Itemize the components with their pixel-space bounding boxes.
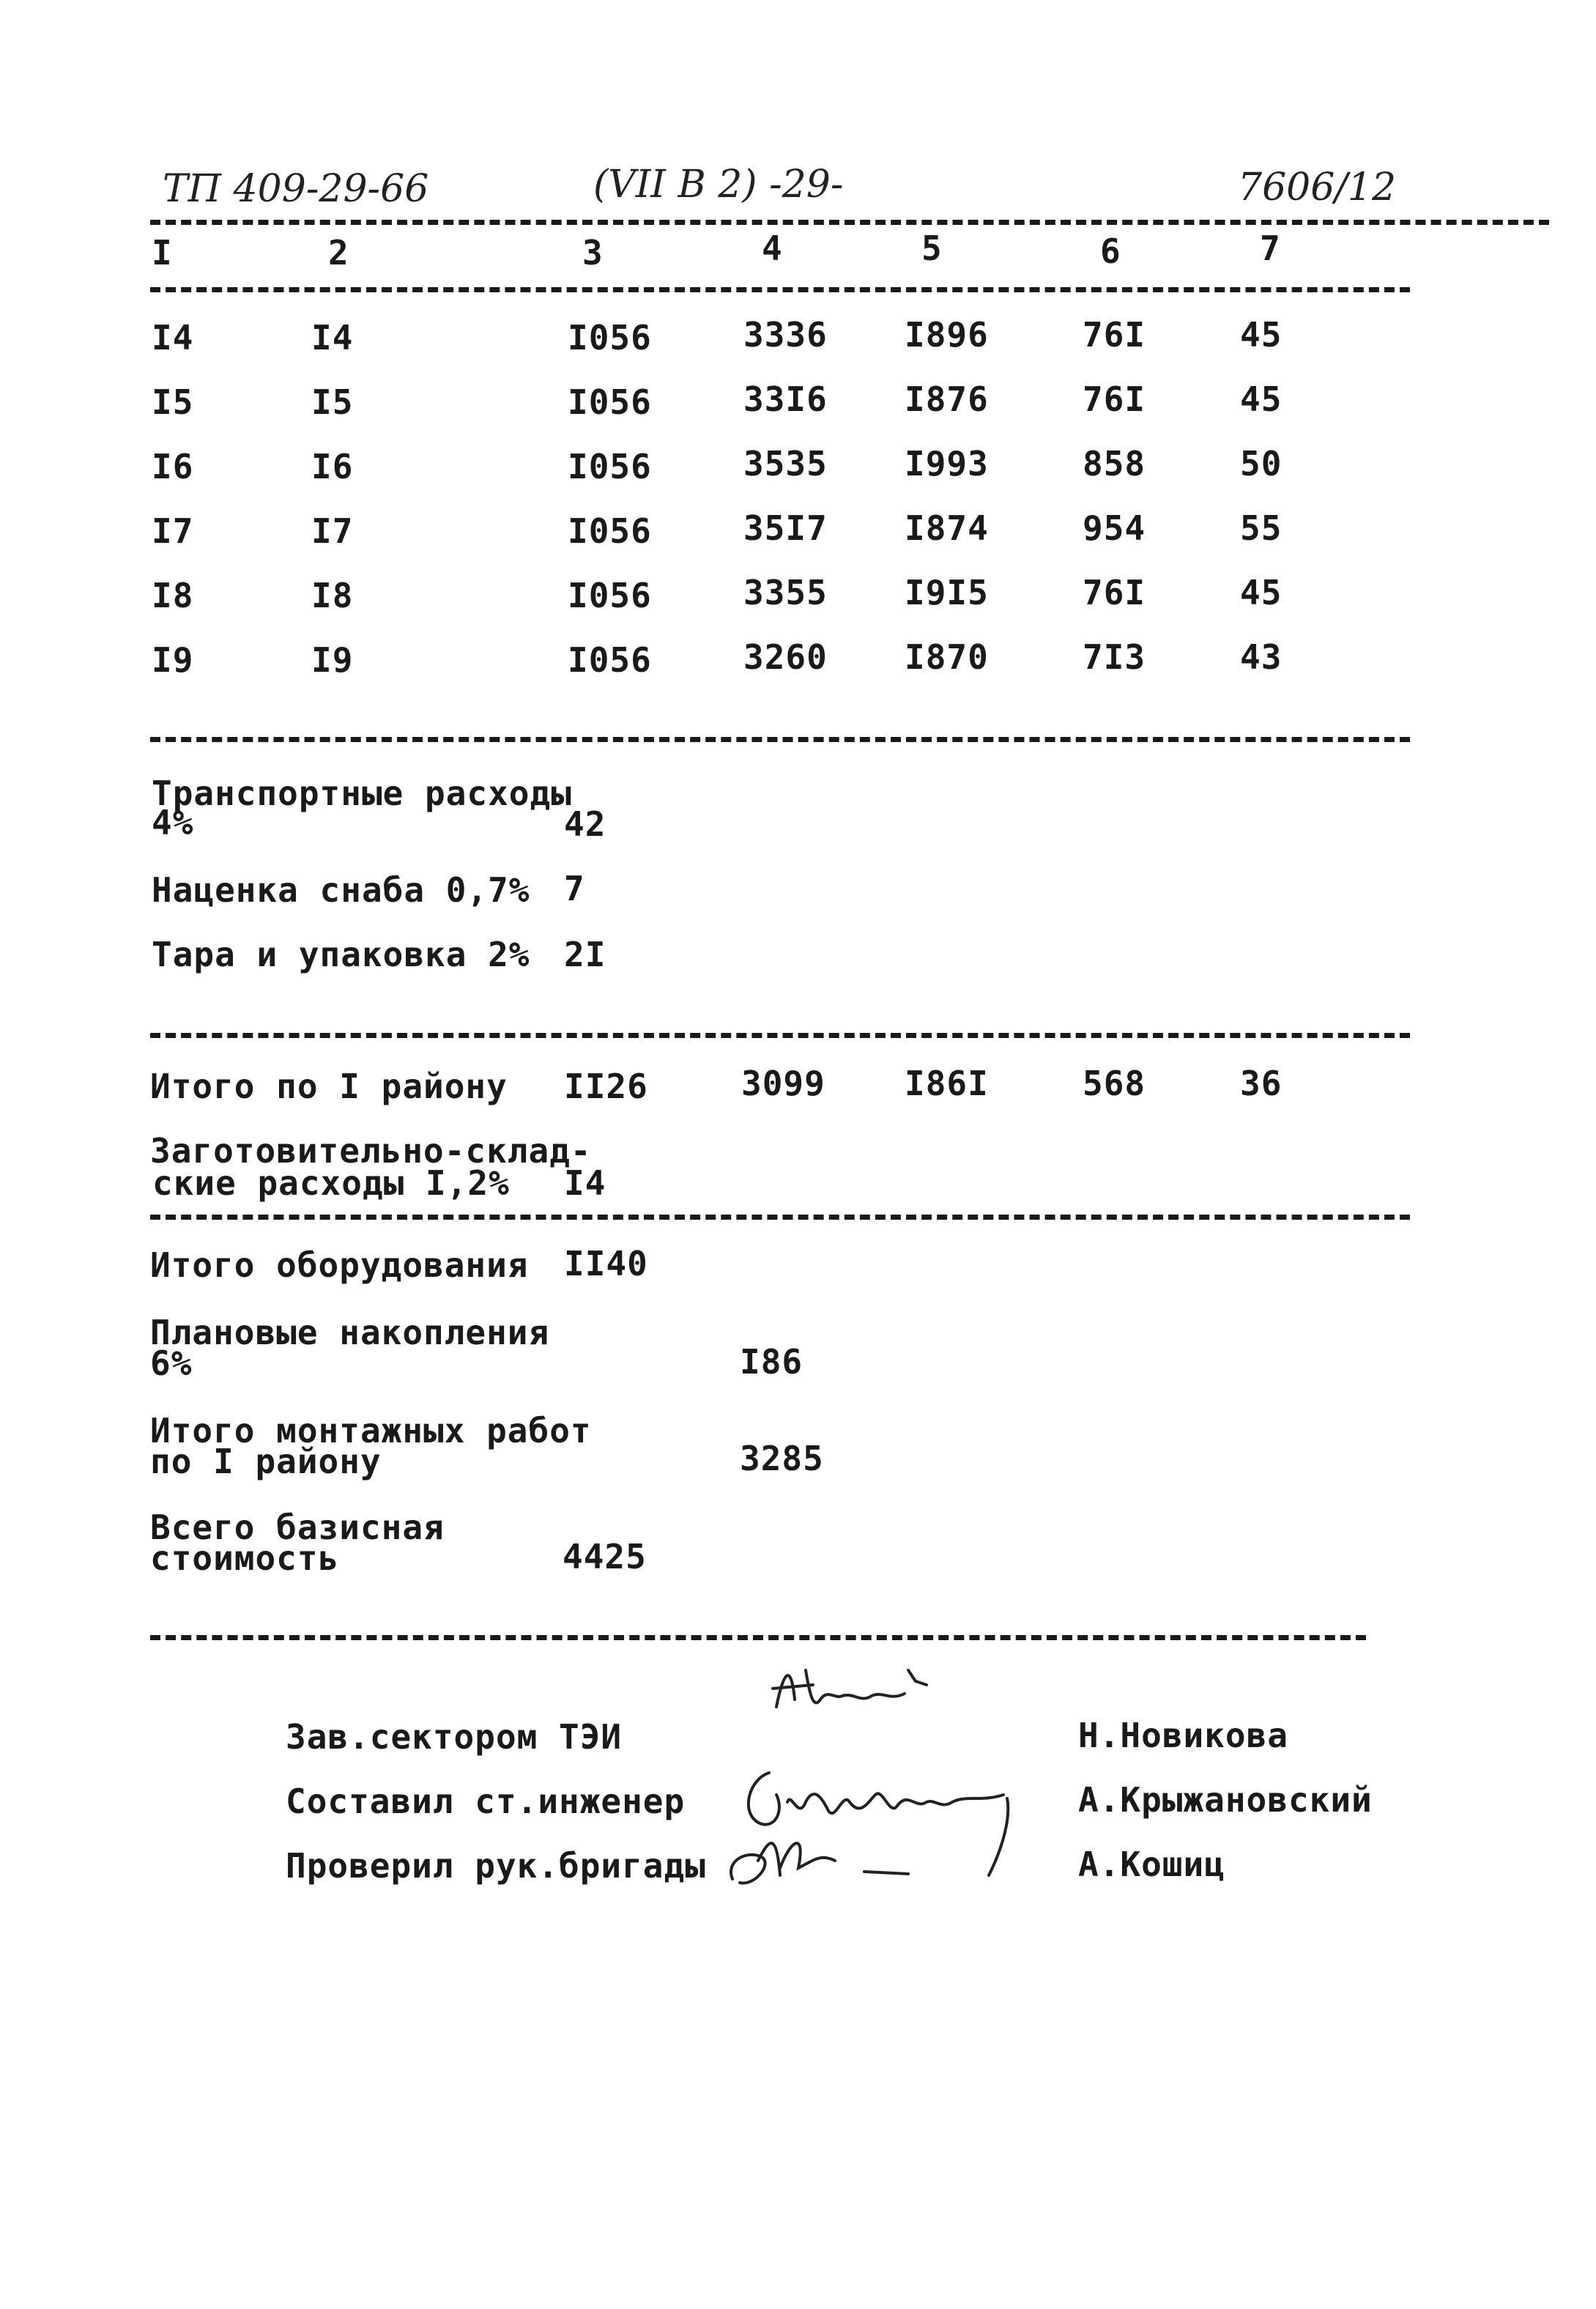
divider [150, 1635, 1366, 1640]
signer-role: Проверил рук.бригады [286, 1846, 706, 1886]
equipment-total-label: Итого оборудования [150, 1245, 529, 1285]
base-cost-value: 4425 [563, 1537, 647, 1576]
column-header: 2 [328, 233, 349, 273]
divider [150, 1033, 1410, 1038]
planned-label: Плановые накопления [150, 1313, 550, 1352]
district-total-value: 568 [1083, 1064, 1146, 1103]
supply-markup-value: 7 [564, 869, 585, 908]
table-cell: 50 [1240, 444, 1283, 483]
procurement-label-cont: ские расходы I,2% [152, 1163, 510, 1203]
transport-label: Транспортные расходы [152, 774, 572, 813]
transport-value: 42 [564, 804, 606, 844]
table-cell: I5 [152, 382, 194, 422]
district-total-label: Итого по I району [150, 1067, 508, 1106]
divider [150, 220, 1549, 225]
table-cell: I056 [568, 382, 652, 422]
table-cell: I7 [311, 511, 354, 551]
district-total-value: 36 [1240, 1064, 1283, 1103]
table-cell: I993 [905, 444, 989, 483]
column-header: I [152, 233, 173, 273]
install-total-value: 3285 [740, 1439, 824, 1478]
district-total-value: II26 [564, 1067, 648, 1106]
table-cell: 3260 [743, 637, 828, 677]
district-total-value: 3099 [741, 1064, 825, 1103]
table-cell: I6 [311, 447, 354, 486]
table-cell: I4 [311, 318, 354, 357]
install-total-label-cont: по I району [150, 1442, 382, 1481]
packaging-value: 2I [564, 935, 606, 974]
handwritten-signature [718, 1751, 1055, 1905]
base-cost-label: Всего базисная [150, 1508, 445, 1547]
doc-code: ТП 409-29-66 [163, 167, 429, 211]
table-cell: I056 [568, 576, 652, 615]
table-cell: I4 [152, 318, 194, 357]
table-cell: 954 [1083, 508, 1146, 548]
column-header: 4 [762, 229, 783, 268]
signer-name: А.Кошиц [1078, 1845, 1225, 1884]
supply-markup-label: Наценка снаба 0,7% [152, 870, 530, 910]
signer-role: Зав.сектором ТЭИ [286, 1717, 623, 1757]
doc-section: (VII В 2) -29- [593, 163, 844, 207]
planned-value: I86 [740, 1342, 803, 1382]
district-total-value: I86I [905, 1064, 989, 1103]
planned-percent: 6% [150, 1343, 193, 1383]
table-cell: 45 [1240, 315, 1283, 355]
divider [150, 1215, 1410, 1220]
column-header: 5 [921, 229, 943, 268]
table-cell: 45 [1240, 573, 1283, 612]
table-cell: I056 [568, 447, 652, 486]
table-cell: I874 [905, 508, 989, 548]
table-cell: 45 [1240, 379, 1283, 419]
table-cell: I876 [905, 379, 989, 419]
table-cell: I7 [152, 511, 194, 551]
table-cell: 858 [1083, 444, 1146, 483]
equipment-total-value: II40 [564, 1244, 648, 1283]
table-cell: I870 [905, 637, 989, 677]
table-cell: I8 [311, 576, 354, 615]
table-cell: 55 [1240, 508, 1283, 548]
divider [150, 287, 1410, 292]
table-cell: I9I5 [905, 573, 989, 612]
signer-name: А.Крыжановский [1078, 1780, 1373, 1820]
column-header: 7 [1260, 229, 1281, 268]
table-cell: I9 [152, 640, 194, 680]
table-cell: 3535 [743, 444, 828, 483]
table-cell: I5 [311, 382, 354, 422]
divider [150, 737, 1410, 742]
table-cell: 76I [1083, 379, 1146, 419]
procurement-value: I4 [564, 1163, 606, 1203]
table-cell: I056 [568, 511, 652, 551]
table-cell: 76I [1083, 573, 1146, 612]
table-cell: I6 [152, 447, 194, 486]
install-total-label: Итого монтажных работ [150, 1411, 592, 1450]
table-cell: I896 [905, 315, 989, 355]
table-cell: 33I6 [743, 379, 828, 419]
table-cell: 76I [1083, 315, 1146, 355]
transport-percent: 4% [152, 803, 194, 842]
procurement-label: Заготовительно-склад- [150, 1131, 592, 1171]
column-header: 6 [1100, 231, 1121, 271]
doc-number: 7606/12 [1238, 166, 1397, 210]
table-cell: 35I7 [743, 508, 828, 548]
table-cell: 3355 [743, 573, 828, 612]
table-cell: 3336 [743, 315, 828, 355]
signer-name: Н.Новикова [1078, 1716, 1288, 1755]
table-cell: I056 [568, 640, 652, 680]
signer-role: Составил ст.инженер [286, 1782, 686, 1821]
table-cell: I056 [568, 318, 652, 357]
table-cell: I8 [152, 576, 194, 615]
table-cell: 7I3 [1083, 637, 1146, 677]
table-cell: 43 [1240, 637, 1283, 677]
column-header: 3 [582, 233, 604, 273]
packaging-label: Тара и упаковка 2% [152, 935, 530, 974]
table-cell: I9 [311, 640, 354, 680]
handwritten-signature [762, 1656, 952, 1729]
base-cost-label-cont: стоимость [150, 1538, 340, 1578]
